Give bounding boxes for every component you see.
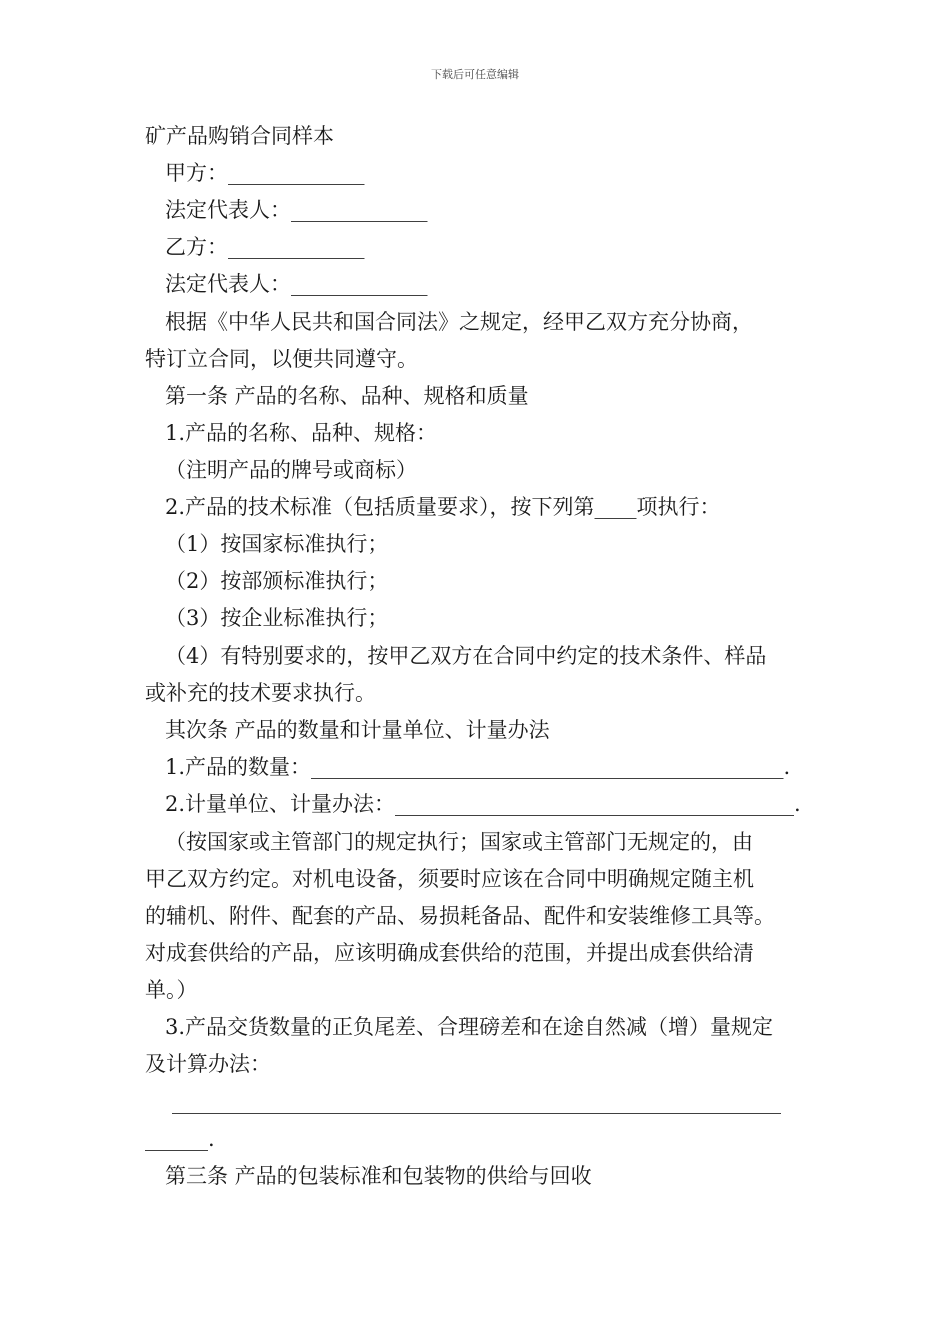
document-title: 矿产品购销合同样本 [145, 124, 334, 148]
article-2-item-2: 2.计量单位、计量办法：______________________________________. [165, 792, 801, 816]
article-1-option-3: （3）按企业标准执行； [165, 606, 389, 630]
intro-paragraph-line-1: 根据《中华人民共和国合同法》之规定，经甲乙双方充分协商， [165, 310, 753, 334]
article-2-blank-line-1: __________________________________________________________ [172, 1090, 781, 1114]
page-header: 下载后可任意编辑 [431, 68, 519, 81]
article-2-note-line-1: （按国家或主管部门的规定执行；国家或主管部门无规定的，由 [165, 830, 753, 854]
article-1-option-2: （2）按部颁标准执行； [165, 569, 389, 593]
article-2-note-line-5: 单。） [145, 978, 198, 1002]
article-1-option-1: （1）按国家标准执行； [165, 532, 389, 556]
article-2-note-line-3: 的辅机、附件、配套的产品、易损耗备品、配件和安装维修工具等。 [145, 904, 775, 928]
party-b-field: 乙方：_____________ [165, 235, 365, 259]
party-a-representative-field: 法定代表人：_____________ [165, 198, 428, 222]
article-1-option-4-line-1: （4）有特别要求的，按甲乙双方在合同中约定的技术条件、样品 [165, 644, 767, 668]
article-3-title: 第三条 产品的包装标准和包装物的供给与回收 [165, 1164, 592, 1188]
article-1-option-4-line-2: 或补充的技术要求执行。 [145, 681, 376, 705]
article-2-item-1: 1.产品的数量：_____________________________________________. [165, 755, 791, 779]
article-2-blank-line-2: ______. [145, 1127, 215, 1151]
article-1-item-2: 2.产品的技术标准（包括质量要求），按下列第____项执行： [165, 495, 721, 519]
article-2-item-3-line-2: 及计算办法： [145, 1052, 271, 1076]
article-1-note: （注明产品的牌号或商标） [165, 458, 417, 482]
article-1-item-1: 1.产品的名称、品种、规格： [165, 421, 438, 445]
article-2-note-line-2: 甲乙双方约定。对机电设备，须要时应该在合同中明确规定随主机 [145, 867, 754, 891]
article-2-item-3-line-1: 3.产品交货数量的正负尾差、合理磅差和在途自然减（增）量规定 [165, 1015, 774, 1039]
party-b-representative-field: 法定代表人：_____________ [165, 272, 428, 296]
article-2-note-line-4: 对成套供给的产品，应该明确成套供给的范围，并提出成套供给清 [145, 941, 754, 965]
article-2-title: 其次条 产品的数量和计量单位、计量办法 [165, 718, 550, 742]
article-1-title: 第一条 产品的名称、品种、规格和质量 [165, 384, 529, 408]
party-a-field: 甲方：_____________ [165, 161, 365, 185]
intro-paragraph-line-2: 特订立合同，以便共同遵守。 [145, 347, 418, 371]
